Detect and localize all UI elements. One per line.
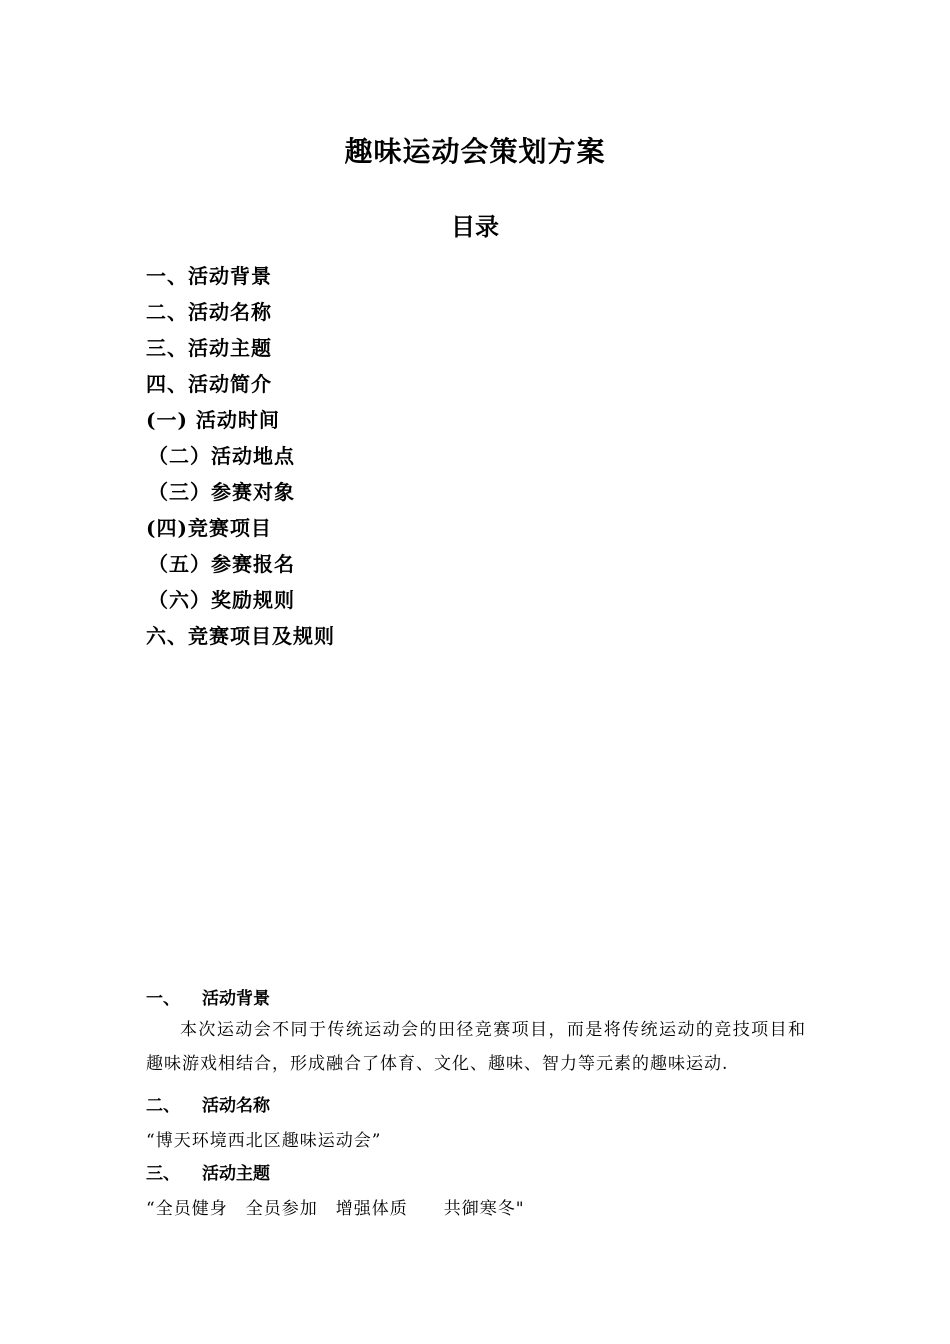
section-title: 活动名称: [202, 1096, 270, 1116]
document-title: 趣味运动会策划方案: [344, 135, 606, 168]
toc-item: 三、活动主题: [146, 336, 272, 360]
section-number: 三、: [146, 1164, 180, 1184]
section-body-theme: “全员健身 全员参加 增强体质 共御寒冬": [146, 1199, 525, 1219]
section-body-background: 本次运动会不同于传统运动会的田径竞赛项目，而是将传统运动的竞技项目和趣味游戏相结合，形成融合了体育、文化、趣味、智力等元素的趣味运动.: [146, 1020, 806, 1074]
toc-item: 六、竞赛项目及规则: [146, 624, 335, 648]
toc-heading: 目录: [451, 212, 499, 241]
toc-item: (四)竞赛项目: [146, 516, 272, 540]
toc-item: 一、活动背景: [146, 264, 272, 288]
toc-item: （二）活动地点: [148, 444, 295, 468]
section-title: 活动主题: [202, 1164, 270, 1184]
toc-item: 二、活动名称: [146, 300, 272, 324]
section-heading-background: [146, 984, 270, 1009]
section-heading-name: [146, 1091, 270, 1116]
section-number: 二、: [146, 1096, 180, 1116]
table-of-contents: [146, 258, 335, 654]
section-heading-theme: [146, 1159, 270, 1184]
toc-item: （六）奖励规则: [148, 588, 295, 612]
section-title: 活动背景: [202, 989, 270, 1009]
toc-item: (一) 活动时间: [146, 408, 280, 432]
section-number: 一、: [146, 989, 180, 1009]
toc-item: （三）参赛对象: [148, 480, 295, 504]
toc-item: 四、活动简介: [146, 372, 272, 396]
toc-item: （五）参赛报名: [148, 552, 295, 576]
section-body-name: “博天环境西北区趣味运动会”: [146, 1131, 382, 1151]
